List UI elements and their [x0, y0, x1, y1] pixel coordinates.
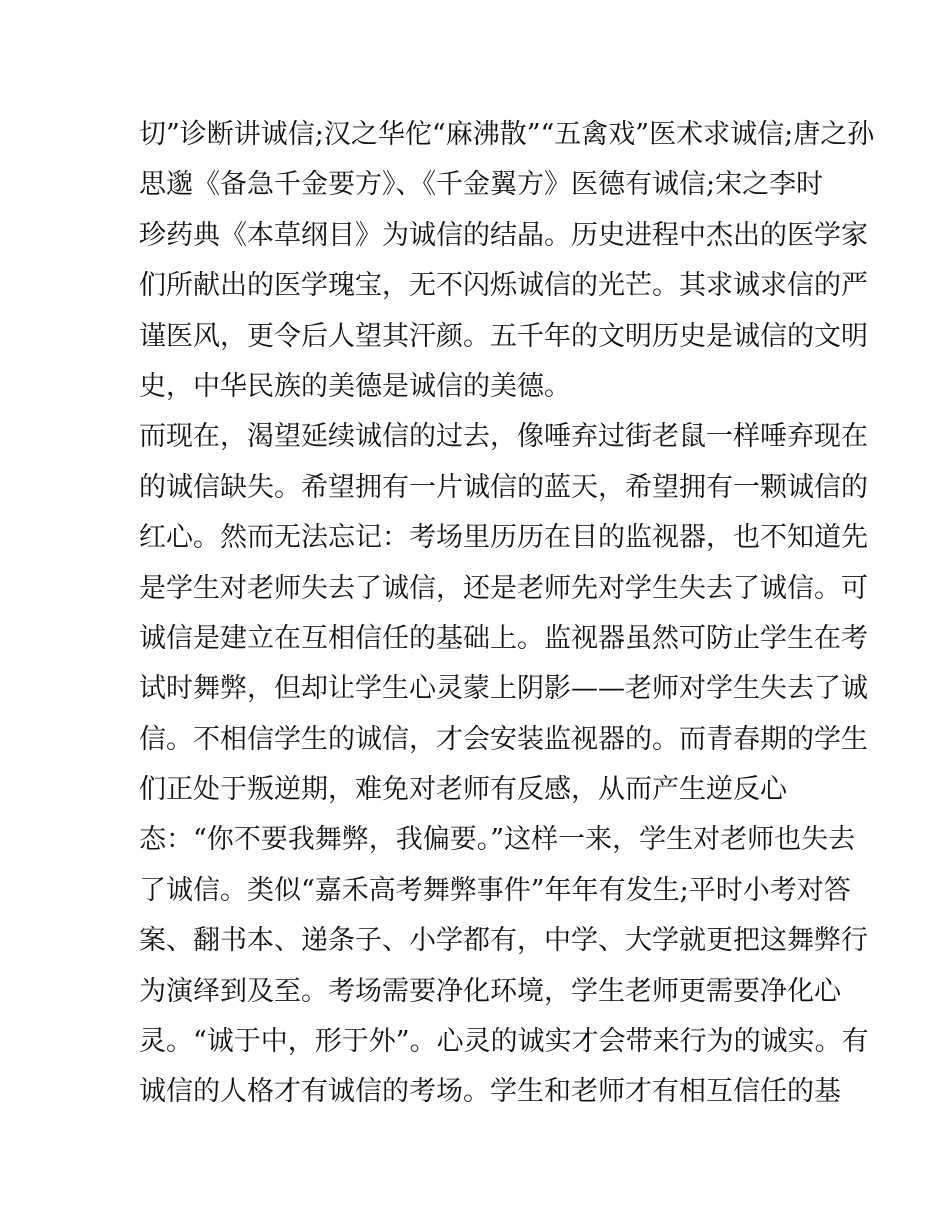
text-line: 思邈《备急千金要方》、《千金翼方》医德有诚信;宋之李时: [139, 169, 824, 201]
text-line: 珍药典《本草纲目》为诚信的结晶。历史进程中杰出的医学家: [139, 219, 868, 251]
text-line: 案、翻书本、递条子、小学都有，中学、大学就更把这舞弊行: [139, 925, 868, 957]
text-line: 切”诊断讲诚信;汉之华佗“麻沸散”“五禽戏”医术求诚信;唐之孙: [139, 119, 875, 150]
body-text: [139, 110, 875, 1118]
text-line: 是学生对老师失去了诚信，还是老师先对学生失去了诚信。可: [139, 572, 868, 604]
text-line: 红心。然而无法忘记：考场里历历在目的监视器，也不知道先: [139, 522, 868, 554]
text-line: 态：“你不要我舞弊，我偏要。”这样一来，学生对老师也失去: [139, 824, 856, 856]
text-line: 了诚信。类似“嘉禾高考舞弊事件”年年有发生;平时小考对答: [139, 874, 851, 906]
text-line: 灵。“诚于中，形于外”。心灵的诚实才会带来行为的诚实。有: [139, 1026, 869, 1058]
text-line: 诚信是建立在互相信任的基础上。监视器虽然可防止学生在考: [139, 622, 868, 654]
text-line: 信。不相信学生的诚信，才会安装监视器的。而青春期的学生: [139, 723, 868, 755]
text-line: 史，中华民族的美德是诚信的美德。: [139, 370, 571, 402]
text-line: 而现在，渴望延续诚信的过去，像唾弃过街老鼠一样唾弃现在: [139, 421, 868, 453]
text-line: 们所献出的医学瑰宝，无不闪烁诚信的光芒。其求诚求信的严: [139, 270, 868, 302]
text-line: 的诚信缺失。希望拥有一片诚信的蓝天，希望拥有一颗诚信的: [139, 471, 868, 503]
text-line: 们正处于叛逆期，难免对老师有反感，从而产生逆反心: [139, 774, 787, 806]
text-line: 诚信的人格才有诚信的考场。学生和老师才有相互信任的基: [139, 1076, 841, 1108]
text-line: 为演绎到及至。考场需要净化环境，学生老师更需要净化心: [139, 975, 841, 1007]
text-line: 试时舞弊，但却让学生心灵蒙上阴影——老师对学生失去了诚: [139, 673, 868, 705]
text-line: 谨医风，更令后人望其汗颜。五千年的文明历史是诚信的文明: [139, 320, 868, 352]
